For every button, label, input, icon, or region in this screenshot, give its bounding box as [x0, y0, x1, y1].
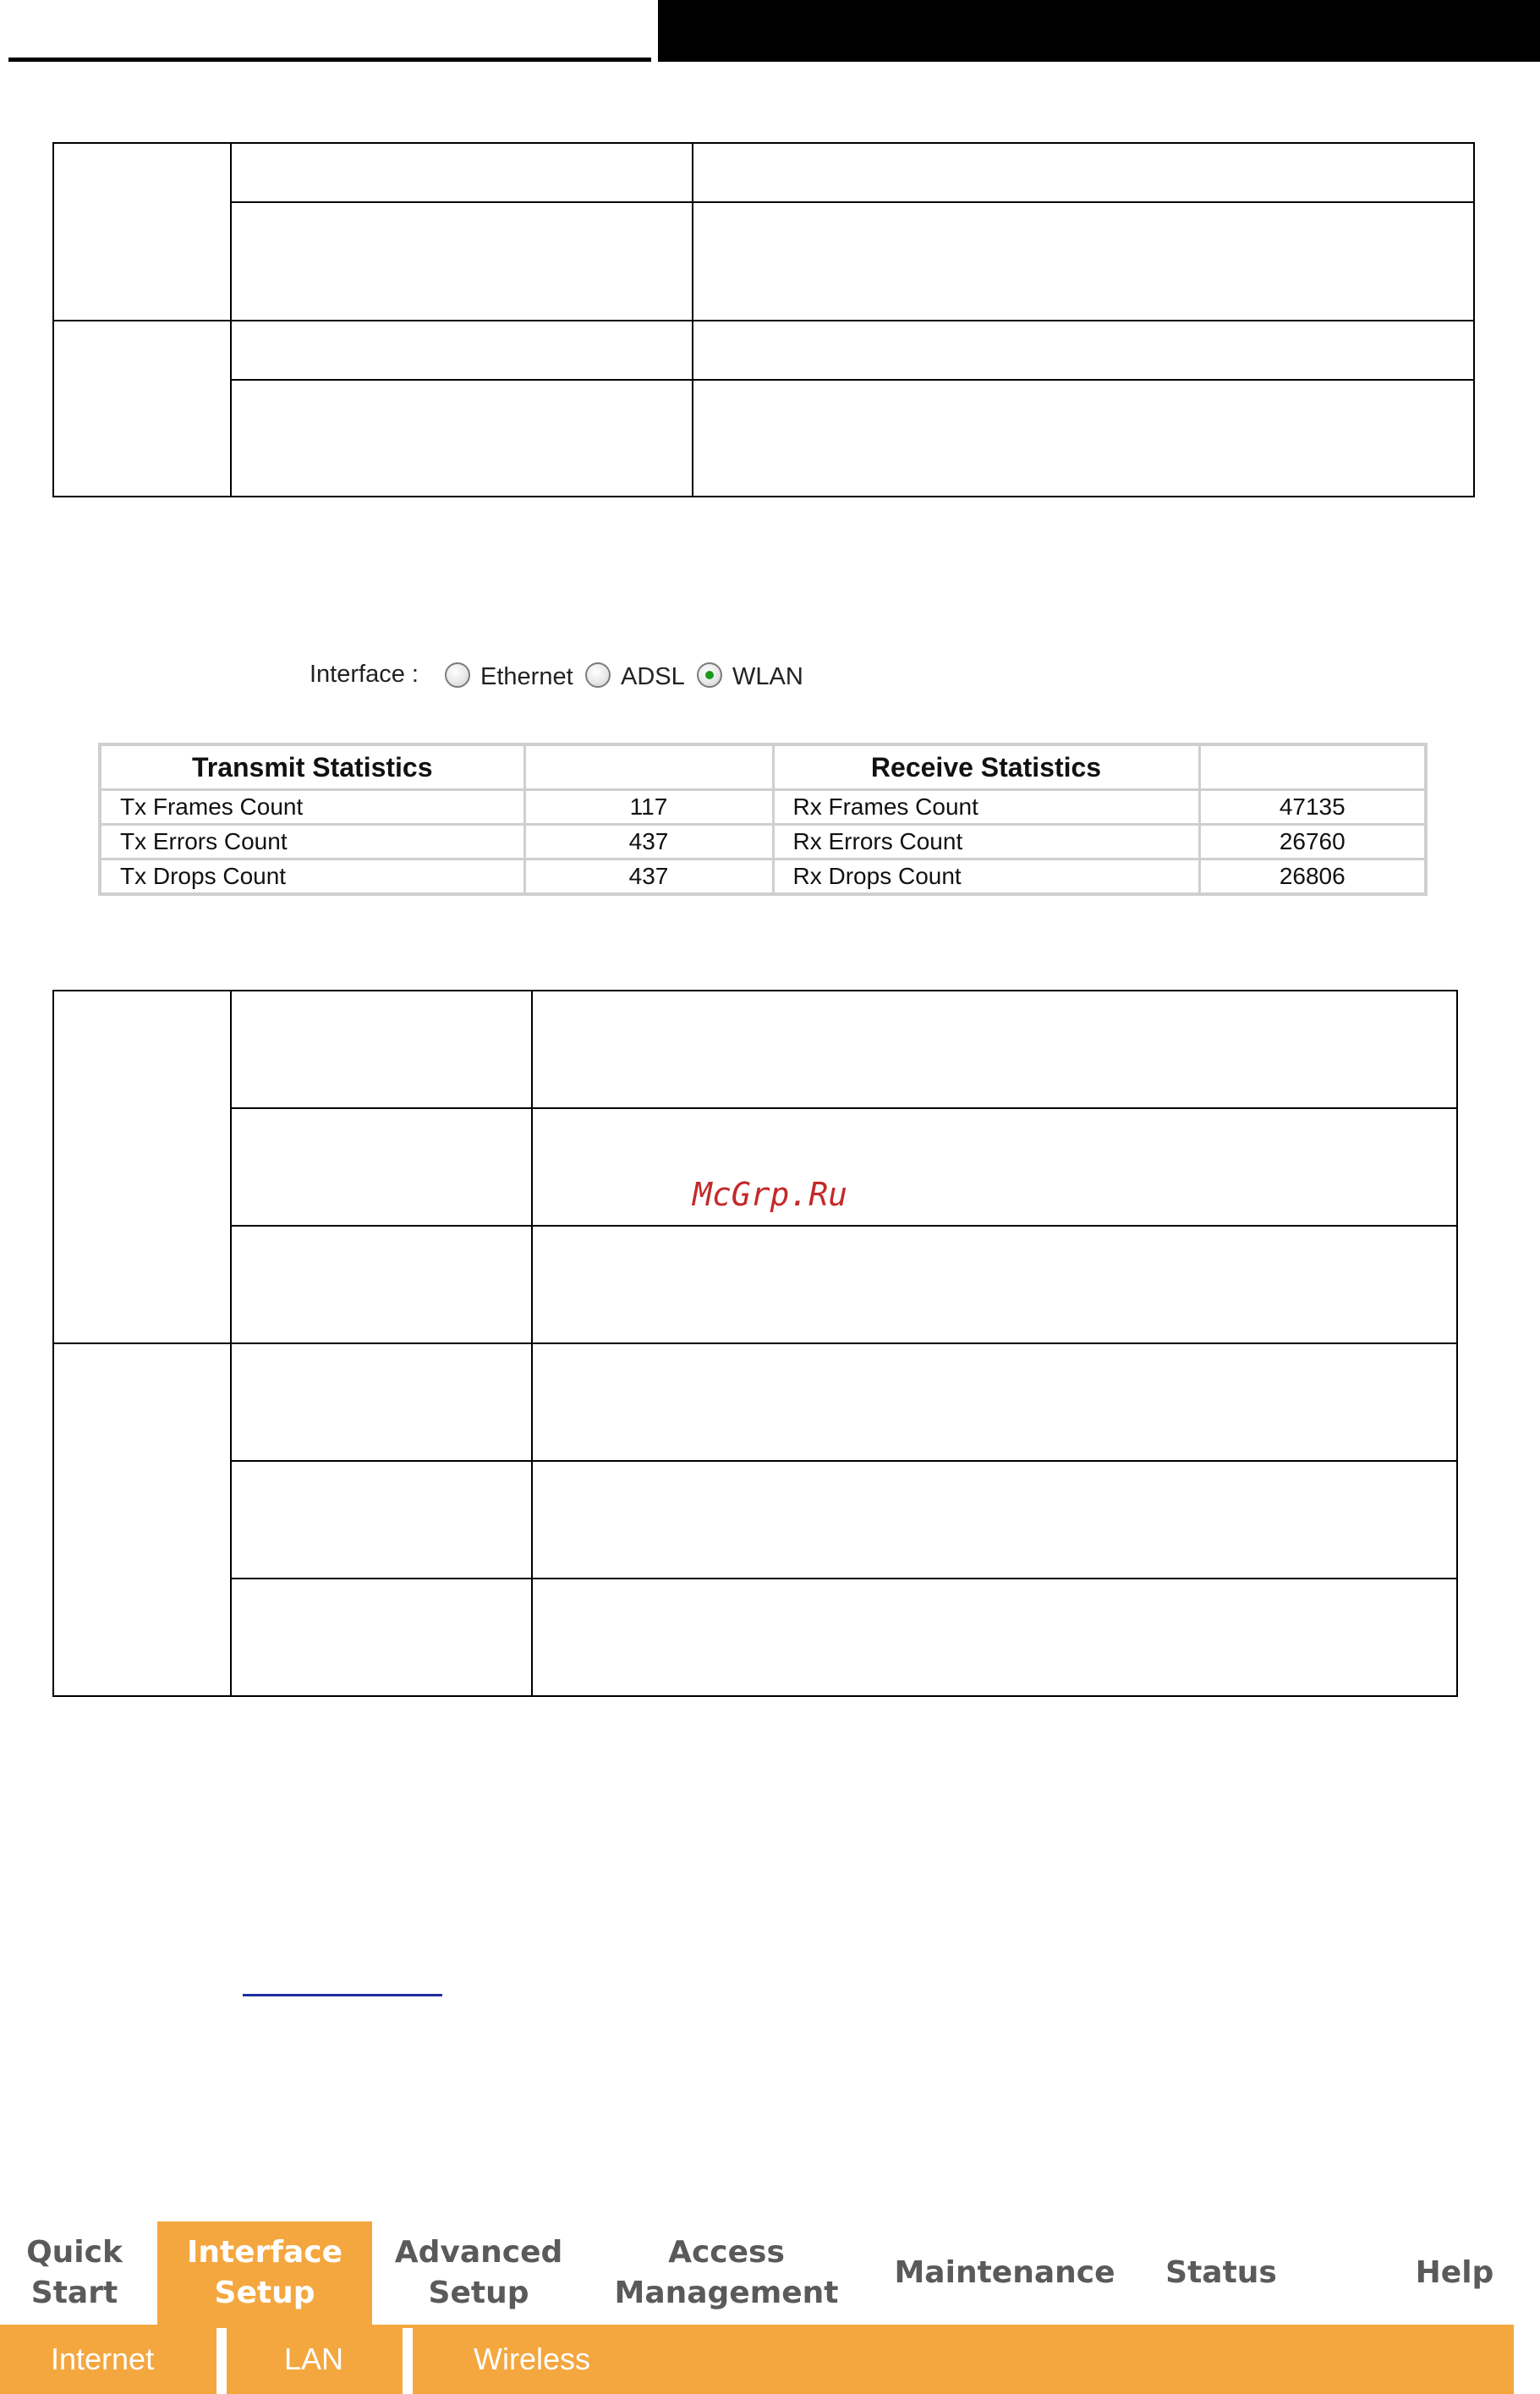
subnav-bar [0, 2325, 1514, 2394]
watermark: McGrp.Ru [692, 1176, 848, 1213]
radio-ethernet[interactable] [445, 662, 470, 688]
subnav-separator [403, 2328, 413, 2394]
rx-value: 26760 [1199, 825, 1426, 859]
rx-value: 26806 [1199, 859, 1426, 895]
radio-ethernet-label: Ethernet [480, 663, 573, 690]
router-nav [0, 2221, 1514, 2394]
rx-label: Rx Errors Count [773, 825, 1199, 859]
table-cell [53, 1343, 231, 1696]
nav-maintenance[interactable]: Maintenance [894, 2255, 1115, 2290]
table-cell [53, 321, 231, 497]
table-row [100, 790, 1426, 825]
rx-label: Rx Drops Count [773, 859, 1199, 895]
table-cell [231, 380, 693, 497]
table-row [100, 825, 1426, 859]
nav-status[interactable]: Status [1165, 2255, 1277, 2290]
table-cell [693, 202, 1474, 321]
table-cell [532, 1226, 1457, 1343]
tx-label: Tx Errors Count [100, 825, 524, 859]
table-cell [231, 1461, 532, 1579]
table-row [100, 859, 1426, 895]
table-cell [532, 991, 1457, 1108]
header-transmit: Transmit Statistics [100, 744, 524, 790]
table-cell [231, 202, 693, 321]
table-cell [231, 143, 693, 202]
table-cell [693, 380, 1474, 497]
radio-selected-dot [705, 671, 714, 679]
subnav-internet[interactable]: Internet [51, 2342, 155, 2376]
radio-adsl[interactable] [585, 662, 611, 688]
nav-help[interactable]: Help [1415, 2255, 1494, 2290]
table-cell [231, 321, 693, 380]
radio-wlan-label: WLAN [732, 663, 803, 690]
tx-label: Tx Frames Count [100, 790, 524, 825]
radio-adsl-label: ADSL [621, 663, 685, 690]
tx-label: Tx Drops Count [100, 859, 524, 895]
table-cell [532, 1343, 1457, 1461]
nav-advanced-setup[interactable]: Advanced Setup [394, 2235, 563, 2310]
nav-access-management[interactable]: Access Management [614, 2235, 839, 2310]
table-cell [693, 143, 1474, 202]
subnav-lan[interactable]: LAN [284, 2342, 344, 2376]
table-cell [53, 143, 231, 321]
table-cell [532, 1579, 1457, 1696]
table-cell [53, 991, 231, 1343]
header-rule [8, 58, 651, 62]
table-cell [231, 1226, 532, 1343]
tx-value: 437 [524, 859, 773, 895]
table-cell [532, 1461, 1457, 1579]
hyperlink-underline[interactable] [243, 1994, 442, 1996]
rx-label: Rx Frames Count [773, 790, 1199, 825]
radio-wlan[interactable] [697, 662, 722, 688]
nav-interface-setup[interactable]: Interface Setup [157, 2221, 372, 2325]
doc-table-1 [52, 142, 1475, 497]
interface-label: Interface : [310, 661, 419, 688]
rx-value: 47135 [1199, 790, 1426, 825]
doc-table-2 [52, 990, 1458, 1697]
header-bar [658, 0, 1540, 62]
header-receive: Receive Statistics [773, 744, 1199, 790]
table-cell [693, 321, 1474, 380]
table-cell [231, 1343, 532, 1461]
table-header-row [100, 744, 1426, 790]
tx-value: 437 [524, 825, 773, 859]
subnav-separator [216, 2328, 227, 2394]
subnav-wireless[interactable]: Wireless [474, 2342, 591, 2376]
header-rx-value [1199, 744, 1426, 790]
header-tx-value [524, 744, 773, 790]
tx-value: 117 [524, 790, 773, 825]
table-cell [231, 991, 532, 1108]
statistics-table [98, 743, 1428, 896]
table-cell [231, 1579, 532, 1696]
nav-quick-start[interactable]: Quick Start [26, 2235, 123, 2310]
